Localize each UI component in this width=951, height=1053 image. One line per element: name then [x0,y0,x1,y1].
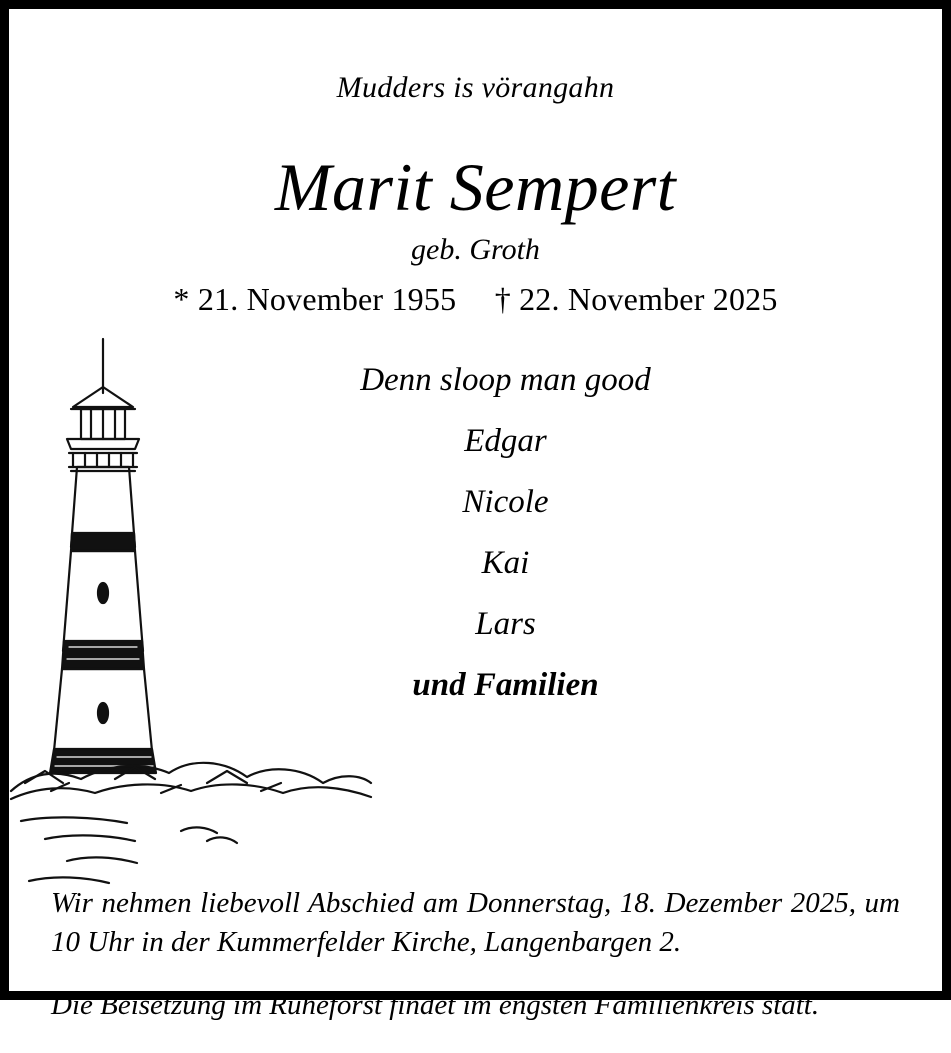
funeral-details: Wir nehmen liebevoll Abschied am Donnerstag, 18. Dezember 2025, um 10 Uhr in der Kummerfelder Kirche, Langenbargen 2. [51,886,900,958]
obituary-content [9,71,942,1053]
burial-details: Die Beisetzung im Ruheforst findet im engsten Familienkreis statt. [51,988,820,1021]
death-date: † 22. November 2025 [494,281,778,318]
survivor-name: Nicole [462,484,549,521]
survivor-name: Lars [475,606,536,643]
maiden-name: geb. Groth [411,233,540,267]
deceased-name: Marit Sempert [274,149,677,225]
birth-date: * 21. November 1955 [173,281,457,318]
survivor-families: und Familien [412,667,599,704]
motto-line: Mudders is vörangahn [336,71,615,104]
farewell-block [9,364,942,702]
survivor-name: Kai [481,545,530,582]
life-dates [9,281,942,318]
survivor-name: Edgar [464,423,547,460]
farewell-heading: Denn sloop man good [360,362,651,399]
footer-block [9,884,942,1025]
